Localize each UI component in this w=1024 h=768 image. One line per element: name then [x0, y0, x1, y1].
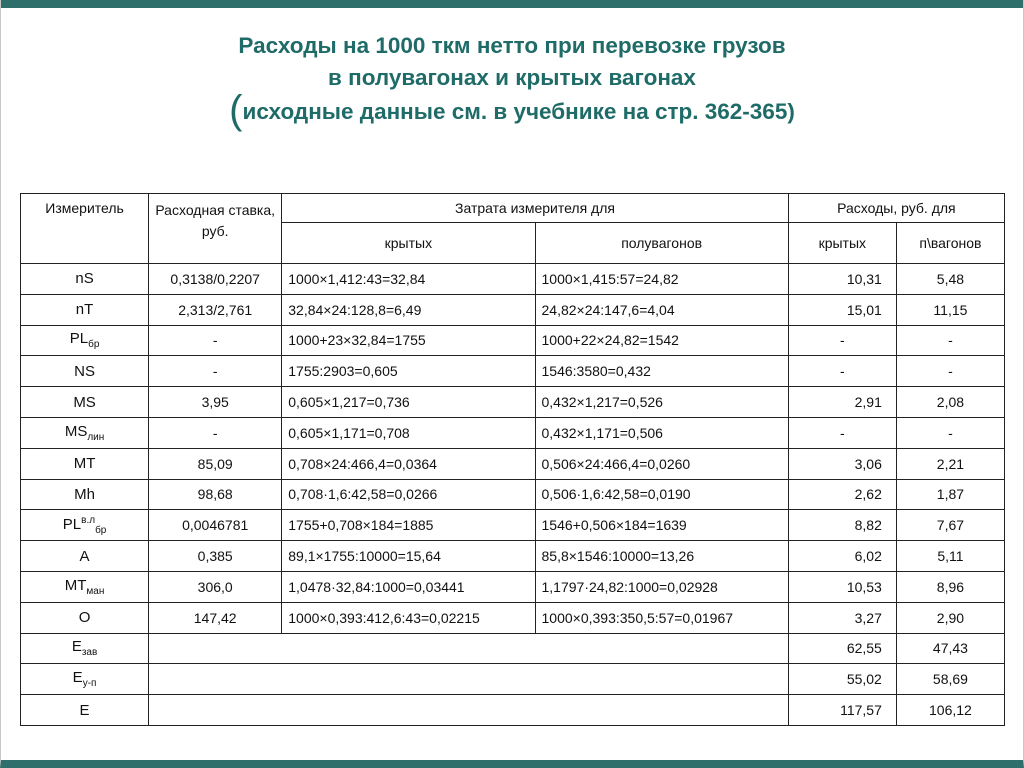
cell-rate: 85,09 [149, 448, 282, 479]
cell-cost-covered: 2,91 [788, 387, 896, 418]
cell-consumption-covered: 89,1×1755:10000=15,64 [282, 541, 535, 572]
measure-subscript: лин [87, 431, 105, 443]
cell-measure [21, 294, 149, 325]
cell-consumption-gondola: 1,1797·24,82:1000=0,02928 [535, 571, 788, 602]
table-header-row-1 [21, 194, 1005, 223]
cell-summary-measure [21, 664, 149, 695]
table-row [21, 602, 1005, 633]
measure-subscript: бр [88, 339, 100, 351]
cell-cost-gondola: 5,48 [896, 264, 1004, 295]
measure-symbol: nS [75, 270, 94, 288]
title-line-3-text: исходные данные см. в учебнике на стр. 362-365) [242, 99, 795, 124]
measure-symbol: MT [73, 455, 96, 473]
measure-symbol: NS [74, 362, 95, 380]
summary-row [21, 695, 1005, 726]
cell-measure [21, 448, 149, 479]
cell-consumption-covered: 32,84×24:128,8=6,49 [282, 294, 535, 325]
cell-summary-cost-covered: 55,02 [788, 664, 896, 695]
cell-consumption-gondola: 1000×0,393:350,5:57=0,01967 [535, 602, 788, 633]
cell-cost-gondola: 2,08 [896, 387, 1004, 418]
cell-consumption-covered: 1000+23×32,84=1755 [282, 325, 535, 356]
cell-summary-blank [149, 633, 789, 664]
cell-cost-covered: 2,62 [788, 479, 896, 510]
cell-consumption-gondola: 1546+0,506×184=1639 [535, 510, 788, 541]
measure-symbol: MT [64, 576, 87, 594]
cell-measure [21, 541, 149, 572]
cell-summary-measure [21, 633, 149, 664]
cell-summary-cost-gondola: 47,43 [896, 633, 1004, 664]
summary-subscript: зав [81, 647, 98, 659]
cell-cost-gondola: - [896, 325, 1004, 356]
cell-summary-measure [21, 695, 149, 726]
summary-subscript: у-п [82, 678, 97, 690]
cell-rate: - [149, 356, 282, 387]
summary-row [21, 633, 1005, 664]
header-rate: Расходная ставка, руб. [149, 194, 282, 264]
table-row [21, 387, 1005, 418]
measure-symbol: MS [64, 422, 88, 440]
cell-cost-gondola: - [896, 417, 1004, 448]
cell-consumption-covered: 0,605×1,171=0,708 [282, 417, 535, 448]
cell-measure [21, 417, 149, 448]
table-row [21, 571, 1005, 602]
table-row [21, 510, 1005, 541]
cell-measure [21, 602, 149, 633]
title-open-paren: ( [229, 88, 243, 132]
cell-consumption-covered: 0,708·1,6:42,58=0,0266 [282, 479, 535, 510]
measure-symbol: Mh [74, 485, 95, 503]
cell-cost-gondola: 7,67 [896, 510, 1004, 541]
header-costs-gondola: п\вагонов [896, 223, 1004, 264]
measure-symbol: nT [75, 301, 94, 319]
cell-cost-covered: - [788, 356, 896, 387]
header-consumption-covered: крытых [282, 223, 535, 264]
cell-consumption-gondola: 0,432×1,217=0,526 [535, 387, 788, 418]
cell-cost-covered: 10,31 [788, 264, 896, 295]
measure-subscript: бр [95, 524, 107, 536]
cell-rate: 0,385 [149, 541, 282, 572]
cell-cost-gondola: 1,87 [896, 479, 1004, 510]
measure-symbol: PL [62, 515, 82, 533]
cell-rate: 147,42 [149, 602, 282, 633]
cell-measure [21, 387, 149, 418]
cell-consumption-gondola: 0,506×24:466,4=0,0260 [535, 448, 788, 479]
cell-summary-cost-covered: 62,55 [788, 633, 896, 664]
cell-cost-gondola: 5,11 [896, 541, 1004, 572]
cell-consumption-gondola: 0,506·1,6:42,58=0,0190 [535, 479, 788, 510]
cell-cost-covered: 3,27 [788, 602, 896, 633]
table-row [21, 356, 1005, 387]
cell-measure [21, 356, 149, 387]
cell-cost-gondola: 11,15 [896, 294, 1004, 325]
table-row [21, 294, 1005, 325]
cell-consumption-covered: 0,605×1,217=0,736 [282, 387, 535, 418]
measure-symbol: O [78, 609, 91, 627]
cell-consumption-gondola: 0,432×1,171=0,506 [535, 417, 788, 448]
header-measure: Измеритель [21, 194, 149, 264]
title-line-1: Расходы на 1000 ткм нетто при перевозке грузов [238, 33, 786, 58]
cell-consumption-gondola: 1000+22×24,82=1542 [535, 325, 788, 356]
cell-consumption-gondola: 1000×1,415:57=24,82 [535, 264, 788, 295]
table-row [21, 417, 1005, 448]
cell-consumption-covered: 1755:2903=0,605 [282, 356, 535, 387]
title-line-2: в полувагонах и крытых вагонах [328, 65, 696, 90]
table-row [21, 264, 1005, 295]
cell-measure [21, 571, 149, 602]
measure-symbol: A [79, 547, 90, 565]
summary-row [21, 664, 1005, 695]
cell-cost-gondola: 2,90 [896, 602, 1004, 633]
table-row [21, 448, 1005, 479]
summary-symbol: E [71, 638, 82, 656]
table-row [21, 479, 1005, 510]
table-row [21, 541, 1005, 572]
cell-rate: - [149, 417, 282, 448]
table-row [21, 325, 1005, 356]
cell-rate: 306,0 [149, 571, 282, 602]
cell-consumption-covered: 1000×0,393:412,6:43=0,02215 [282, 602, 535, 633]
cell-rate: 98,68 [149, 479, 282, 510]
cell-rate: - [149, 325, 282, 356]
cell-cost-covered: 6,02 [788, 541, 896, 572]
cell-cost-covered: 8,82 [788, 510, 896, 541]
header-costs: Расходы, руб. для [788, 194, 1004, 223]
cell-rate: 3,95 [149, 387, 282, 418]
cell-consumption-gondola: 1546:3580=0,432 [535, 356, 788, 387]
cost-table [20, 193, 1005, 726]
cell-rate: 0,3138/0,2207 [149, 264, 282, 295]
cell-cost-gondola: - [896, 356, 1004, 387]
cell-cost-gondola: 8,96 [896, 571, 1004, 602]
cell-measure [21, 325, 149, 356]
cell-summary-cost-gondola: 58,69 [896, 664, 1004, 695]
cell-consumption-covered: 1755+0,708×184=1885 [282, 510, 535, 541]
cell-summary-blank [149, 664, 789, 695]
cell-summary-blank [149, 695, 789, 726]
cell-consumption-gondola: 24,82×24:147,6=4,04 [535, 294, 788, 325]
cell-summary-cost-covered: 117,57 [788, 695, 896, 726]
cell-consumption-covered: 0,708×24:466,4=0,0364 [282, 448, 535, 479]
summary-symbol: E [72, 669, 83, 687]
header-costs-covered: крытых [788, 223, 896, 264]
header-consumption-gondola: полувагонов [535, 223, 788, 264]
measure-subscript: ман [86, 585, 105, 597]
cell-consumption-covered: 1,0478·32,84:1000=0,03441 [282, 571, 535, 602]
cell-rate: 2,313/2,761 [149, 294, 282, 325]
measure-symbol: PL [69, 330, 89, 348]
cell-cost-covered: 3,06 [788, 448, 896, 479]
header-consumption: Затрата измерителя для [282, 194, 789, 223]
measure-symbol: MS [73, 393, 96, 411]
cell-consumption-covered: 1000×1,412:43=32,84 [282, 264, 535, 295]
cell-cost-covered: - [788, 417, 896, 448]
cell-summary-cost-gondola: 106,12 [896, 695, 1004, 726]
cell-measure [21, 479, 149, 510]
measure-superscript: в.л [81, 514, 96, 526]
cell-cost-covered: - [788, 325, 896, 356]
cell-cost-gondola: 2,21 [896, 448, 1004, 479]
cell-cost-covered: 10,53 [788, 571, 896, 602]
title-line-3 [0, 88, 1024, 132]
slide-title [0, 30, 1024, 132]
cell-rate: 0,0046781 [149, 510, 282, 541]
cell-cost-covered: 15,01 [788, 294, 896, 325]
cell-consumption-gondola: 85,8×1546:10000=13,26 [535, 541, 788, 572]
cell-measure [21, 264, 149, 295]
cell-measure [21, 510, 149, 541]
summary-symbol: E [79, 701, 90, 719]
